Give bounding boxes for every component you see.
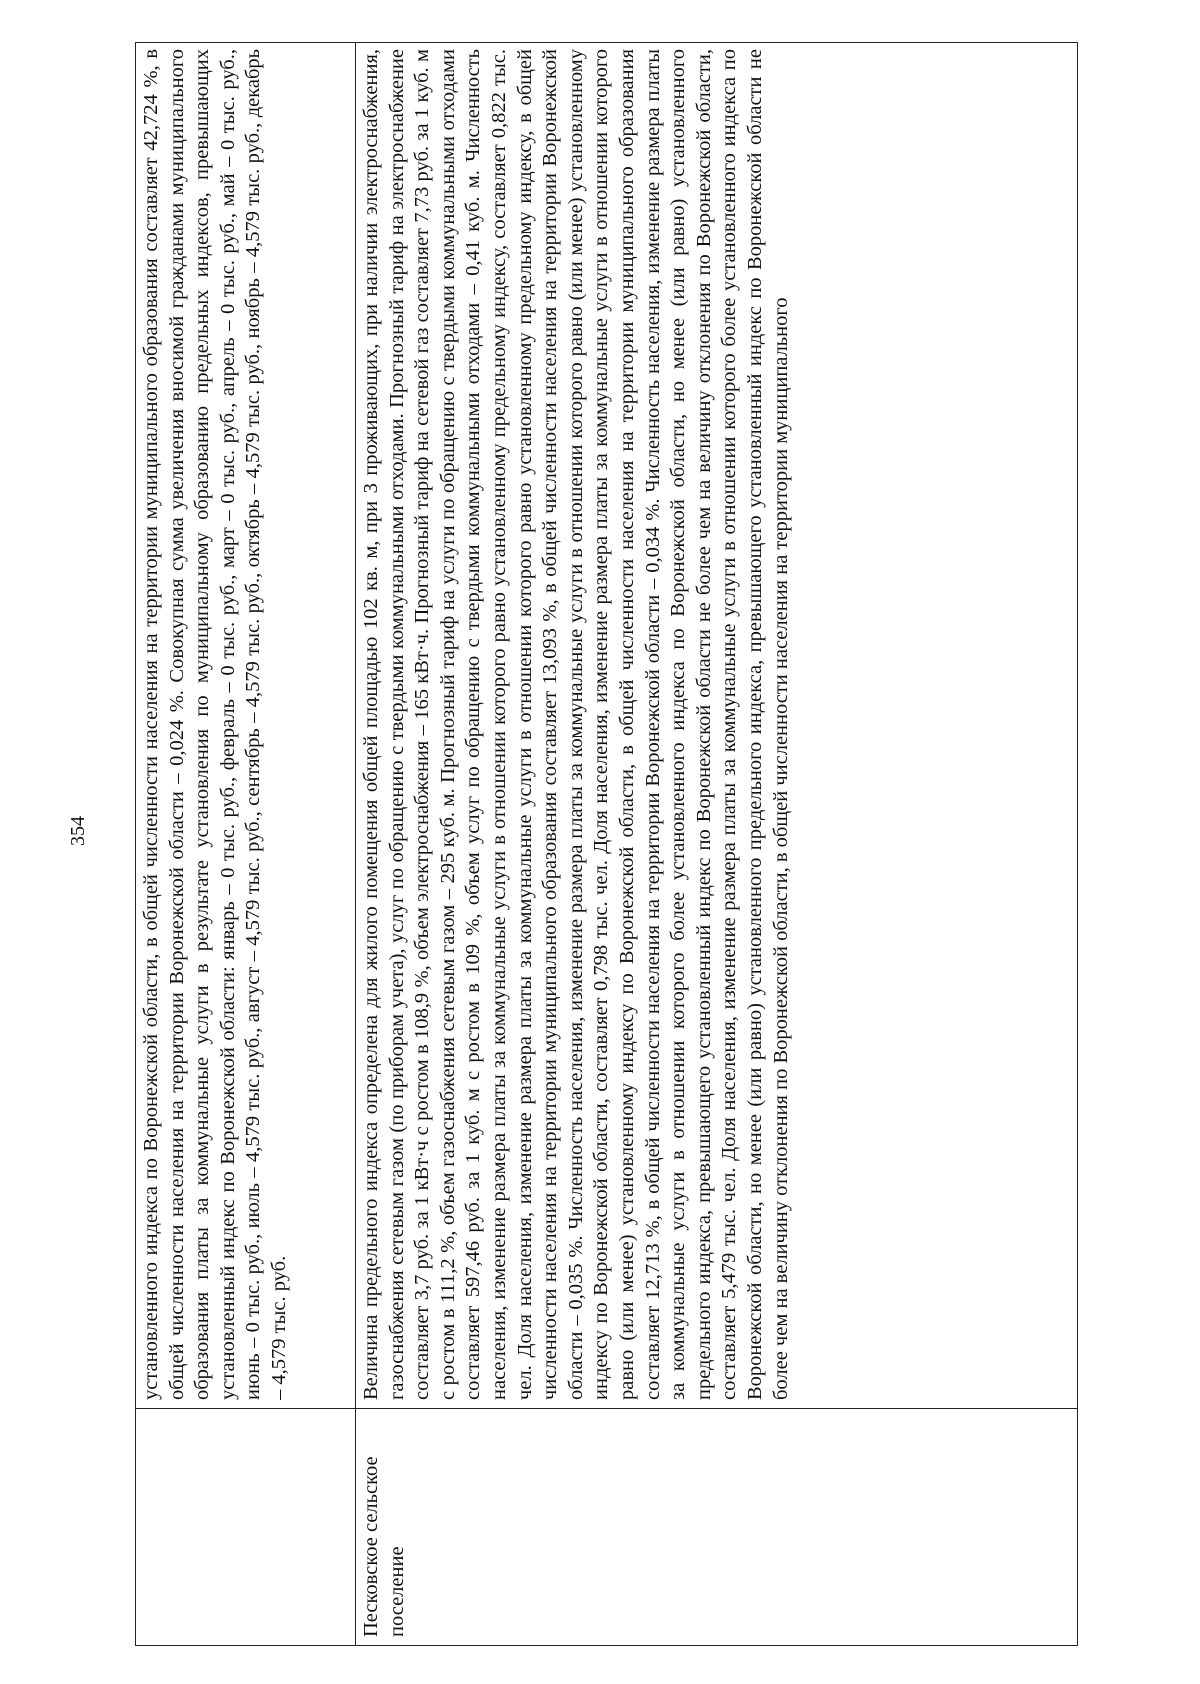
settlement-name-cell	[136, 1409, 356, 1646]
description-text: установленного индекса по Воронежской области, в общей численности населения на территории муниципального образования составляет 42,724 %, в общей численности населения на территории Воронежской области – 0,024 %. Совокупная сумма увеличения вносимой гражданами муниципального образования платы за коммунальные услуги в результате установления по муниципальному образованию предельных индексов, превышающих установленный индекс по Воронежской области: январь – 0 тыс. руб., февраль – 0 тыс. руб., март – 0 тыс. руб., апрель – 0 тыс. руб., май – 0 тыс. руб., июнь – 0 тыс. руб., июль – 4,579 тыс. руб., август – 4,579 тыс. руб., сентябрь – 4,579 тыс. руб., октябрь – 4,579 тыс. руб., ноябрь – 4,579 тыс. руб., декабрь – 4,579 тыс. руб.	[140, 49, 290, 1400]
page-number: 354	[67, 816, 89, 846]
table-row	[356, 43, 1078, 1646]
description-cell	[136, 43, 356, 1409]
table-row	[136, 43, 356, 1646]
rotated-table-container	[135, 42, 1077, 1646]
description-text: Величина предельного индекса определена для жилого помещения общей площадью 102 кв. м, при 3 проживающих, при наличии электроснабжения, газоснабжения сетевым газом (по приборам учета), услуг по обращению с твердыми коммунальными отходами. Прогнозный тариф на электроснабжение составляет 3,7 руб. за 1 кВт·ч с ростом в 108,9 %, объем электроснабжения – 165 кВт·ч. Прогнозный тариф на сетевой газ составляет 7,73 руб. за 1 куб. м с ростом в 111,2 %, объем газоснабжения сетевым газом – 295 куб. м. Прогнозный тариф на услуги по обращению с твердыми коммунальными отходами составляет 597,46 руб. за 1 куб. м с ростом в 109 %, объем услуг по обращению с твердыми коммунальными отходами – 0,41 куб. м. Численность населения, изменение размера платы за коммунальные услуги в отношении которого равно установленному предельному индексу, составляет 0,822 тыс. чел. Доля населения, изменение размера платы за коммунальные услуги в отношении которого равно установленному предельному индексу, в общей численности населения на территории муниципального образования составляет 13,093 %, в общей численности населения на территории Воронежской области – 0,035 %. Численность населения, изменение размера платы за коммунальные услуги в отношении которого равно (или менее) установленному индексу по Воронежской области, составляет 0,798 тыс. чел. Доля населения, изменение размера платы за коммунальные услуги в отношении которого равно (или менее) установленному индексу по Воронежской области, в общей численности населения на территории муниципального образования составляет 12,713 %, в общей численности населения на территории Воронежской области – 0,034 %. Численность населения, изменение размера платы за коммунальные услуги в отношении которого более установленного индекса по Воронежской области, но менее (или равно) установленного предельного индекса, превышающего установленный индекс по Воронежской области не более чем на величину отклонения по Воронежской области, составляет 5,479 тыс. чел. Доля населения, изменение размера платы за коммунальные услуги в отношении которого более установленного индекса по Воронежской области, но менее (или равно) установленного предельного индекса, превышающего установленный индекс по Воронежской области не более чем на величину отклонения по Воронежской области, в общей численности населения на территории муниципального	[360, 49, 792, 1400]
settlement-name-cell: Песковское сельское поселение	[356, 1409, 1078, 1646]
data-table	[135, 42, 1078, 1646]
description-cell	[356, 43, 1078, 1409]
